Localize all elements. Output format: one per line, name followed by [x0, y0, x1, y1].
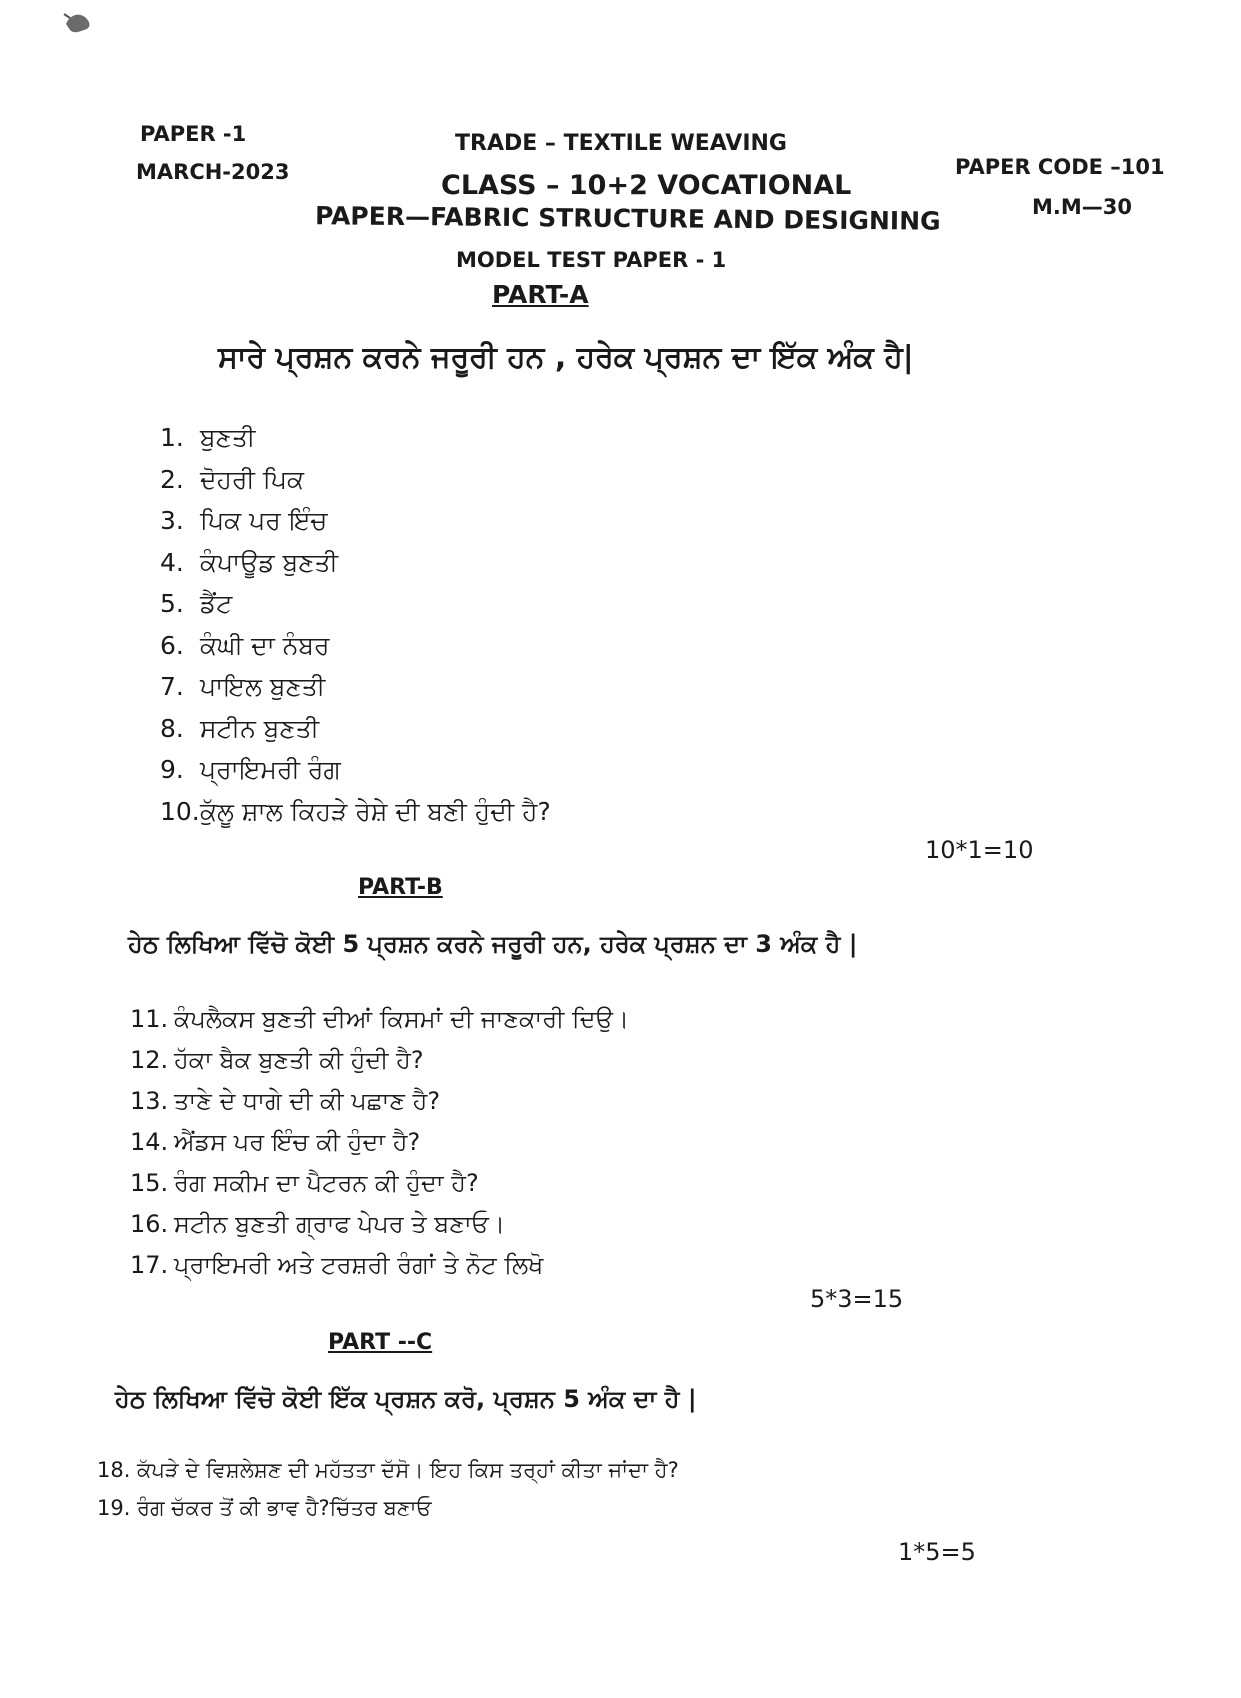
paper-number: PAPER -1 [140, 122, 247, 146]
question-number: 19. [97, 1496, 131, 1520]
question-item [130, 1046, 424, 1074]
paper-code: PAPER CODE –101 [955, 155, 1165, 179]
question-number: 5. [160, 589, 184, 618]
question-text: ਹੱਕਾ ਬੈਕ ਬੁਣਤੀ ਕੀ ਹੁੰਦੀ ਹੈ? [174, 1046, 424, 1074]
part-c-title: PART --C [328, 1330, 433, 1355]
question-text: ਕੰਘੀ ਦਾ ਨੰਬਰ [200, 630, 330, 660]
question-text: ਕੰਪਾਊਡ ਬੁਣਤੀ [200, 547, 338, 577]
question-number: 4. [160, 547, 184, 577]
question-text: ਰੰਗ ਸਕੀਮ ਦਾ ਪੈਟਰਨ ਕੀ ਹੁੰਦਾ ਹੈ? [174, 1169, 479, 1197]
question-text: ਪਿਕ ਪਰ ਇੰਚ [200, 506, 328, 535]
question-item [130, 1087, 440, 1115]
question-item [160, 423, 255, 453]
model-test-title: MODEL TEST PAPER - 1 [456, 248, 727, 272]
question-item [130, 1005, 629, 1033]
question-item [130, 1251, 543, 1279]
question-text: ਬੁਣਤੀ [200, 423, 256, 452]
question-item [160, 465, 304, 495]
question-number: 8. [160, 713, 184, 743]
part-c-marks: 1*5=5 [898, 1538, 976, 1566]
question-number: 11. [130, 1005, 169, 1033]
question-number: 3. [160, 506, 184, 535]
question-text: ਪਾਇਲ ਬੁਣਤੀ [200, 672, 326, 701]
question-text: ਡੈਂਟ [200, 589, 233, 618]
part-b-title: PART-B [358, 875, 443, 900]
question-text: ਕੰਪਲੈਕਸ ਬੁਣਤੀ ਦੀਆਂ ਕਿਸਮਾਂ ਦੀ ਜਾਣਕਾਰੀ ਦਿਉ। [174, 1005, 630, 1033]
question-item [97, 1458, 679, 1483]
trade-title: TRADE – TEXTILE WEAVING [455, 131, 787, 156]
question-number: 14. [130, 1128, 169, 1156]
question-item [160, 631, 330, 661]
question-text: ਦੋਹਰੀ ਪਿਕ [200, 464, 305, 494]
question-number: 12. [130, 1046, 169, 1074]
question-item [130, 1210, 505, 1238]
question-text: ਐਂਡਸ ਪਰ ਇੰਚ ਕੀ ਹੁੰਦਾ ਹੈ? [174, 1128, 421, 1156]
question-number: 6. [160, 630, 184, 660]
question-text: ਤਾਣੇ ਦੇ ਧਾਗੇ ਦੀ ਕੀ ਪਛਾਣ ਹੈ? [174, 1087, 441, 1115]
question-text: ਸਟੀਨ ਬੁਣਤੀ ਗ੍ਰਾਫ ਪੇਪਰ ਤੇ ਬਣਾਓ। [174, 1210, 506, 1238]
scan-smudge-mark [62, 10, 96, 36]
question-number: 16. [130, 1210, 169, 1238]
question-text: ਕੱਪੜੇ ਦੇ ਵਿਸ਼ਲੇਸ਼ਣ ਦੀ ਮਹੱਤਤਾ ਦੱਸੋ। ਇਹ ਕਿਸ ਤਰ੍ਹਾਂ ਕੀਤਾ ਜਾਂਦਾ ਹੈ? [137, 1458, 679, 1482]
question-item [97, 1496, 432, 1521]
question-number: 1. [160, 423, 184, 452]
question-text: ਪ੍ਰਾਇਮਰੀ ਰੰਗ [200, 755, 341, 784]
question-item [130, 1169, 479, 1197]
question-item [160, 589, 232, 619]
part-a-instruction: ਸਾਰੇ ਪ੍ਰਸ਼ਨ ਕਰਨੇ ਜਰੂਰੀ ਹਨ , ਹਰੇਕ ਪ੍ਰਸ਼ਨ ਦਾ ਇੱਕ ਅੰਕ ਹੈ| [218, 340, 914, 375]
question-item [160, 714, 319, 744]
question-number: 13. [130, 1087, 169, 1115]
question-item [160, 548, 338, 578]
question-number: 10. [160, 796, 200, 826]
question-number: 18. [97, 1458, 131, 1482]
question-number: 2. [160, 464, 184, 494]
question-item [160, 797, 551, 827]
question-text: ਪ੍ਰਾਇਮਰੀ ਅਤੇ ਟਰਸ਼ਰੀ ਰੰਗਾਂ ਤੇ ਨੋਟ ਲਿਖੋ [174, 1251, 544, 1279]
question-item [160, 506, 327, 536]
question-item [130, 1128, 420, 1156]
question-number: 15. [130, 1169, 169, 1197]
question-item [160, 755, 341, 785]
class-title: CLASS – 10+2 VOCATIONAL [441, 170, 852, 201]
question-text: ਕੁੱਲੂ ਸ਼ਾਲ ਕਿਹੜੇ ਰੇਸ਼ੇ ਦੀ ਬਣੀ ਹੁੰਦੀ ਹੈ? [200, 796, 551, 826]
question-text: ਸਟੀਨ ਬੁਣਤੀ [200, 713, 320, 743]
question-text: ਰੰਗ ਚੱਕਰ ਤੋਂ ਕੀ ਭਾਵ ਹੈ?ਚਿੱਤਰ ਬਣਾਓ [137, 1496, 432, 1520]
paper-title: PAPER—FABRIC STRUCTURE AND DESIGNING [314, 201, 941, 236]
question-number: 17. [130, 1251, 169, 1279]
question-number: 7. [160, 672, 184, 701]
max-marks: M.M—30 [1032, 195, 1132, 219]
exam-month: MARCH-2023 [136, 160, 290, 184]
part-a-marks: 10*1=10 [925, 836, 1034, 864]
question-item [160, 672, 325, 702]
question-number: 9. [160, 755, 184, 784]
part-a-title: PART-A [492, 280, 589, 309]
part-b-instruction: ਹੇਠ ਲਿਖਿਆ ਵਿੱਚੋ ਕੋਈ 5 ਪ੍ਰਸ਼ਨ ਕਰਨੇ ਜਰੂਰੀ ਹਨ, ਹਰੇਕ ਪ੍ਰਸ਼ਨ ਦਾ 3 ਅੰਕ ਹੈ | [128, 930, 858, 958]
part-b-marks: 5*3=15 [810, 1285, 904, 1313]
part-c-instruction: ਹੇਠ ਲਿਖਿਆ ਵਿੱਚੋ ਕੋਈ ਇੱਕ ਪ੍ਰਸ਼ਨ ਕਰੋ, ਪ੍ਰਸ਼ਨ 5 ਅੰਕ ਦਾ ਹੈ | [115, 1385, 697, 1413]
